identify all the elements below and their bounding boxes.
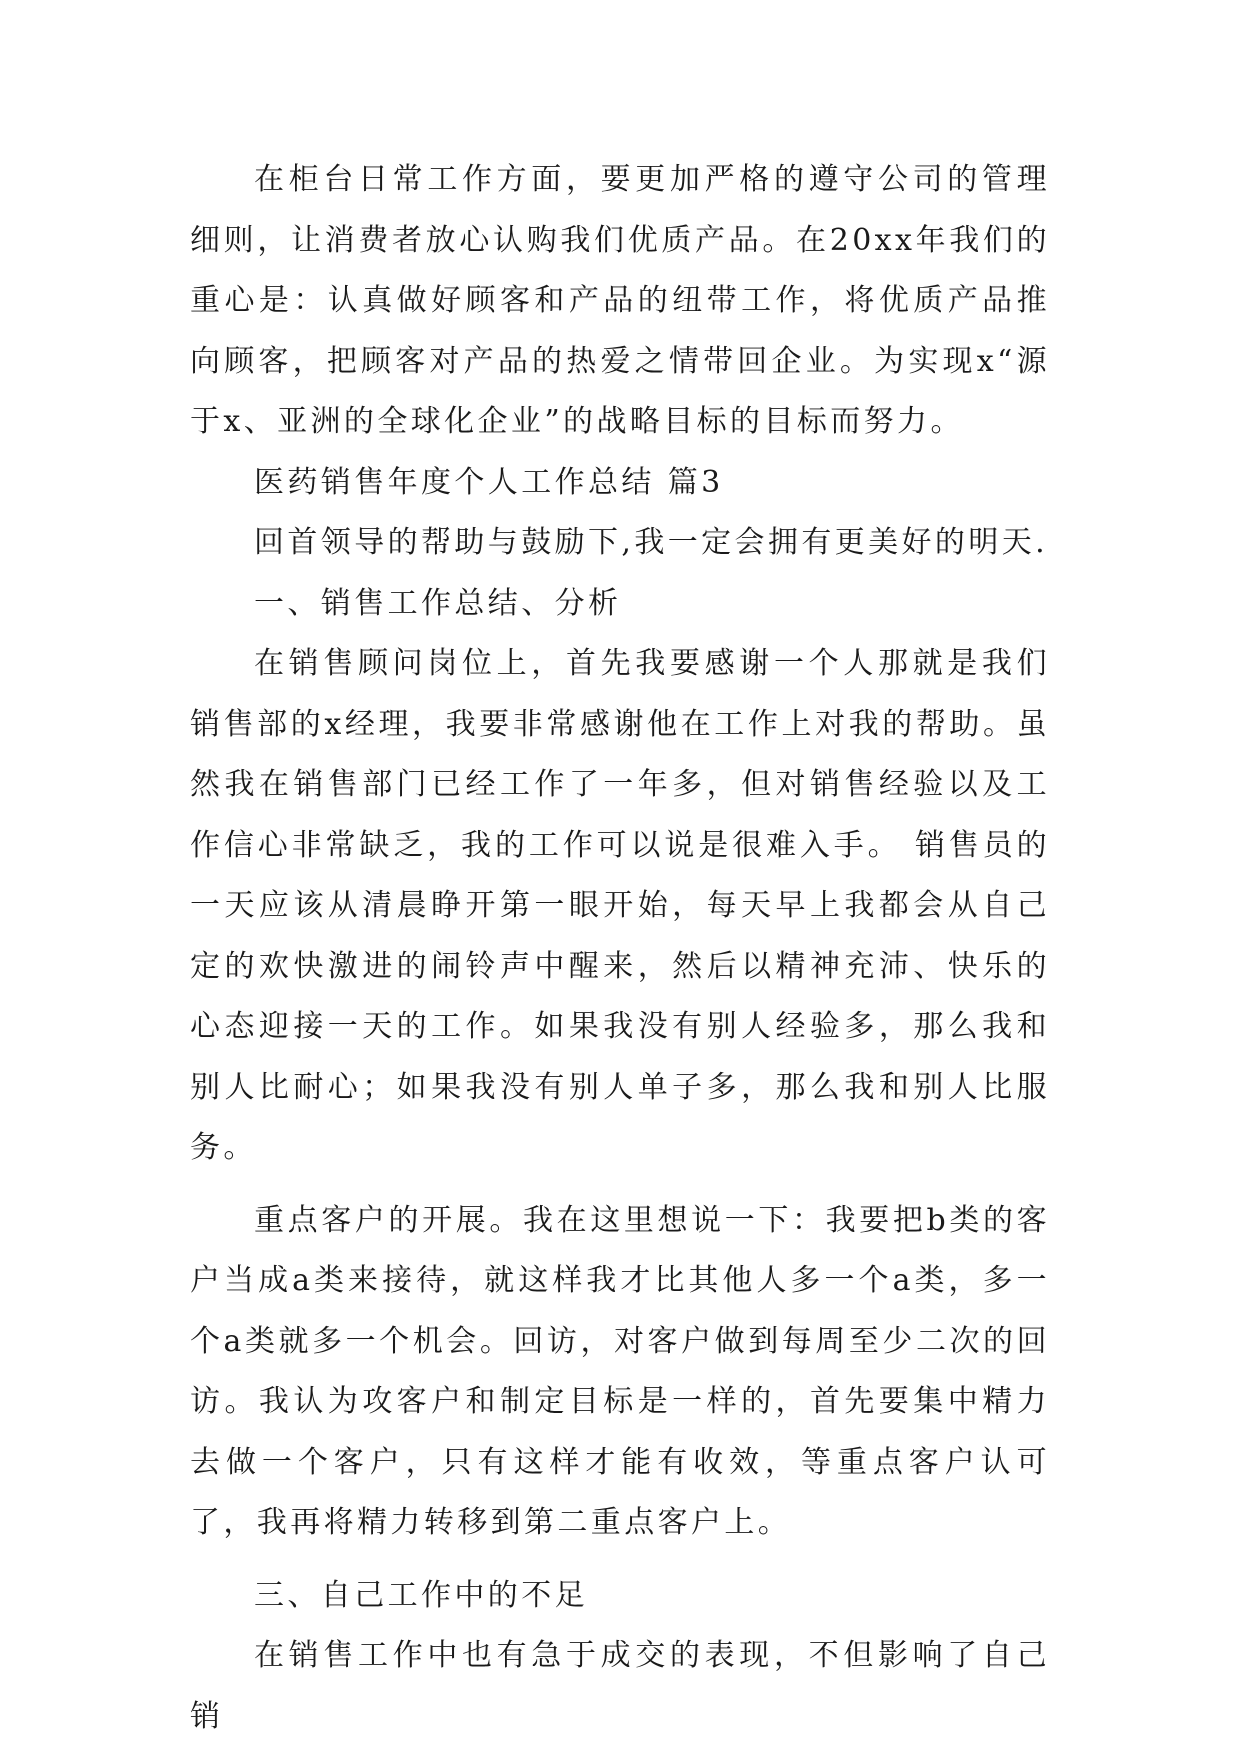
section-title-part3: 医药销售年度个人工作总结 篇3 (254, 464, 724, 500)
paragraph-key-customers: 重点客户的开展。我在这里想说一下：我要把b类的客户当成a类来接待，就这样我才比其他人多一个a类，多一个a类就多一个机会。回访，对客户做到每周至少二次的回访。我认为攻客户和制定目标是一样的，首先要集中精力去做一个客户，只有这样才能有收效，等重点客户认可了，我再将精力转移到第二重点客户上。 (190, 1202, 1050, 1540)
heading-shortcomings: 三、自己工作中的不足 (254, 1577, 588, 1613)
paragraph-looking-back: 回首领导的帮助与鼓励下,我一定会拥有更美好的明天. (254, 525, 1049, 560)
paragraph-sales-advisor: 在销售顾问岗位上，首先我要感谢一个人那就是我们销售部的x经理，我要非常感谢他在工作上对我的帮助。虽然我在销售部门已经工作了一年多，但对销售经验以及工作信心非常缺乏，我的工作可以说是很难入手。 销售员的一天应该从清晨睁开第一眼开始，每天早上我都会从自己定的欢快激进的闹铃声中醒来，然后以精神充沛、快乐的心态迎接一天的工作。如果我没有别人经验多，那么我和别人比耐心；如果我没有别人单子多，那么我和别人比服务。 (190, 646, 1050, 1165)
heading-sales-summary: 一、销售工作总结、分析 (254, 585, 622, 621)
paragraph-counter-work: 在柜台日常工作方面，要更加严格的遵守公司的管理细则，让消费者放心认购我们优质产品。在20xx年我们的重心是：认真做好顾客和产品的纽带工作，将优质产品推向顾客，把顾客对产品的热爱之情带回企业。为实现x“源于x、亚洲的全球化企业”的战略目标的目标而努力。 (190, 162, 1050, 439)
document-body (190, 150, 1050, 1747)
paragraph-eager-to-close: 在销售工作中也有急于成交的表现，不但影响了自己销 (190, 1638, 1050, 1734)
